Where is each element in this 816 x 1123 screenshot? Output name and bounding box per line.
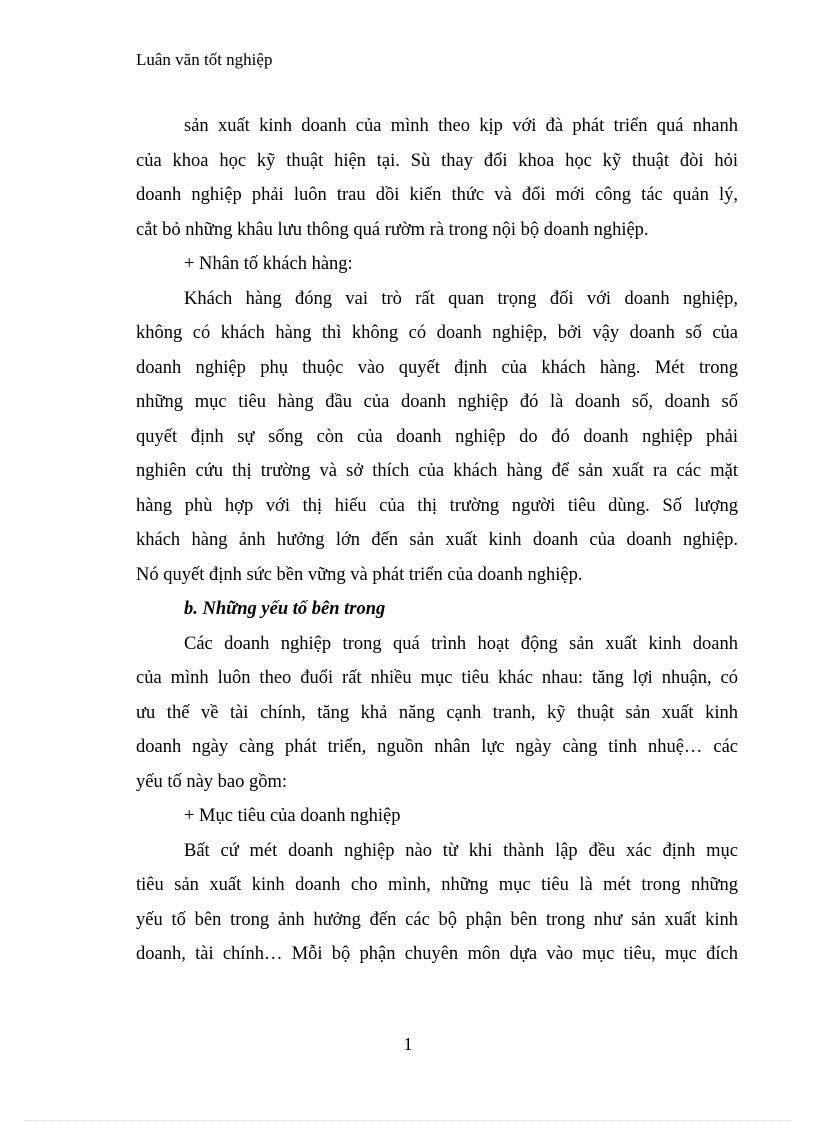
paragraph-line: Bất cứ mét doanh nghiệp nào từ khi thành lập đều xác định mục	[184, 840, 738, 861]
running-header: Luân văn tốt nghiệp	[136, 50, 273, 69]
subheading-customer-factor: + Nhân tố khách hàng:	[184, 254, 353, 274]
paragraph-line: yếu tố bên trong ảnh hưởng đến các bộ phận bên trong như sản xuất kinh	[136, 909, 738, 930]
paragraph-line: nghiên cứu thị trường và sở thích của khách hàng để sản xuất ra các mặt	[136, 461, 738, 481]
paragraph-line: doanh nghiệp phụ thuộc vào quyết định của khách hàng. Mét trong	[136, 357, 738, 378]
paragraph-line: hàng phù hợp với thị hiếu của thị trường người tiêu dùng. Số lượng	[136, 495, 738, 516]
paragraph-line: doanh, tài chính… Mỗi bộ phận chuyên môn dựa vào mục tiêu, mục đích	[136, 944, 738, 964]
paragraph-line: sản xuất kinh doanh của mình theo kịp với đà phát triển quá nhanh	[184, 116, 738, 136]
paragraph-line: của mình luôn theo đuổi rất nhiều mục tiêu khác nhau: tăng lợi nhuận, có	[136, 668, 738, 688]
paragraph-line: doanh ngày càng phát triển, nguồn nhân lực ngày càng tinh nhuệ… các	[136, 737, 738, 757]
section-heading-internal-factors: b. Những yếu tố bên trong	[184, 599, 386, 619]
page-edge-divider	[24, 1120, 792, 1121]
subheading-business-goals: + Mục tiêu của doanh nghiệp	[184, 806, 401, 826]
paragraph-line: Nó quyết định sức bền vững và phát triển của doanh nghiệp.	[136, 564, 583, 585]
paragraph-line: doanh nghiệp phải luôn trau dồi kiến thức và đổi mới công tác quản lý,	[136, 185, 738, 205]
page-number: 1	[403, 1034, 413, 1054]
paragraph-line: không có khách hàng thì không có doanh nghiệp, bởi vậy doanh số của	[136, 323, 738, 343]
paragraph-line: cắt bỏ những khâu lưu thông quá rườm rà trong nội bộ doanh nghiệp.	[136, 219, 649, 240]
paragraph-line: Các doanh nghiệp trong quá trình hoạt động sản xuất kinh doanh	[184, 633, 738, 654]
paragraph-line: tiêu sản xuất kinh doanh cho mình, những mục tiêu là mét trong những	[136, 875, 738, 895]
paragraph-line: quyết định sự sống còn của doanh nghiệp do đó doanh nghiệp phải	[136, 426, 738, 447]
paragraph-line: những mục tiêu hàng đầu của doanh nghiệp đó là doanh số, doanh số	[136, 392, 738, 412]
paragraph-line: của khoa học kỹ thuật hiện tại. Sù thay đổi khoa học kỹ thuật đòi hỏi	[136, 150, 738, 171]
paragraph-line: Khách hàng đóng vai trò rất quan trọng đối với doanh nghiệp,	[184, 288, 738, 309]
paragraph-line: khách hàng ảnh hưởng lớn đến sản xuất kinh doanh của doanh nghiệp.	[136, 530, 738, 550]
paragraph-line: ưu thế về tài chính, tăng khả năng cạnh tranh, kỹ thuật sản xuất kinh	[136, 702, 738, 723]
paragraph-line: yếu tố này bao gồm:	[136, 771, 288, 792]
body-text	[136, 109, 738, 972]
